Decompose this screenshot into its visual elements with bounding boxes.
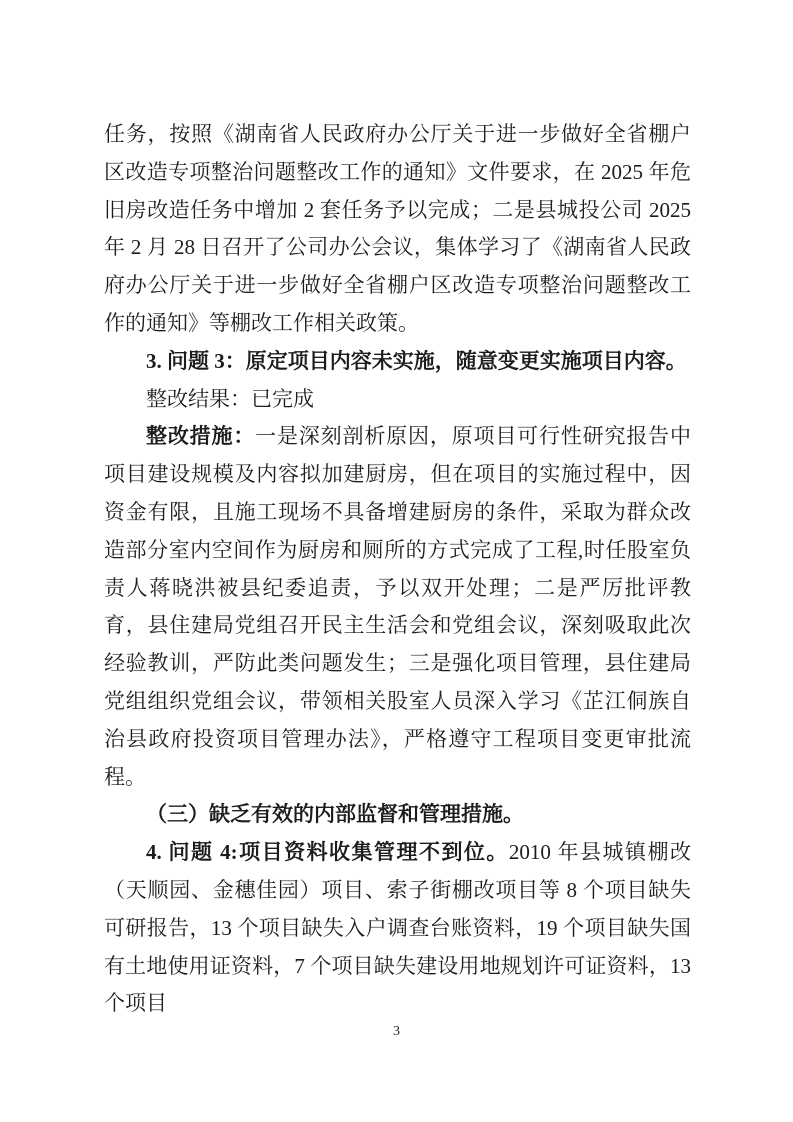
- page-footer: [0, 1022, 793, 1042]
- body-text-segment: 整改结果：已完成: [146, 386, 314, 411]
- bold-text-segment: 3. 问题 3：原定项目内容未实施，随意变更实施项目内容。: [146, 348, 687, 373]
- body-text-segment: 2010 年县城镇棚改（天顺园、金穗佳园）项目、索子街棚改项目等 8 个项目缺失可研报告，13 个项目缺失入户调查台账资料，19 个项目缺失国有土地使用证资料，7 个项目缺失建设用地规划许可证资料，13 个项目: [104, 840, 691, 1016]
- bold-text-segment: 整改措施：: [146, 424, 256, 449]
- paragraph-continuation: [104, 116, 691, 343]
- bold-text-segment: （三）缺乏有效的内部监督和管理措施。: [146, 802, 524, 827]
- heading-section-3: [104, 796, 691, 834]
- paragraph-result: [104, 381, 691, 419]
- heading-problem-3: [104, 343, 691, 381]
- paragraph-measures: [104, 418, 691, 796]
- body-text-segment: 任务，按照《湖南省人民政府办公厅关于进一步做好全省棚户区改造专项整治问题整改工作的通知》文件要求，在 2025 年危旧房改造任务中增加 2 套任务予以完成；二是县城投公司 2025 年 2 月 28 日召开了公司办公会议，集体学习了《湖南省人民政府办公厅关于进一步做好全省棚户区改造专项整治问题整改工作的通知》等棚改工作相关政策。: [104, 122, 691, 335]
- body-text-segment: 一是深刻剖析原因，原项目可行性研究报告中项目建设规模及内容拟加建厨房，但在项目的实施过程中，因资金有限，且施工现场不具备增建厨房的条件，采取为群众改造部分室内空间作为厨房和厕所的方式完成了工程,时任股室负责人蒋晓洪被县纪委追责，予以双开处理；二是严厉批评教育，县住建局党组召开民主生活会和党组会议，深刻吸取此次经验教训，严防此类问题发生；三是强化项目管理，县住建局党组组织党组会议，带领相关股室人员深入学习《芷江侗族自治县政府投资项目管理办法》，严格遵守工程项目变更审批流程。: [104, 424, 692, 789]
- document-body: [104, 116, 691, 1023]
- page-number: 3: [393, 1024, 400, 1039]
- bold-text-segment: 4. 问题 4:项目资料收集管理不到位。: [146, 840, 509, 865]
- paragraph-problem-4: [104, 834, 691, 1023]
